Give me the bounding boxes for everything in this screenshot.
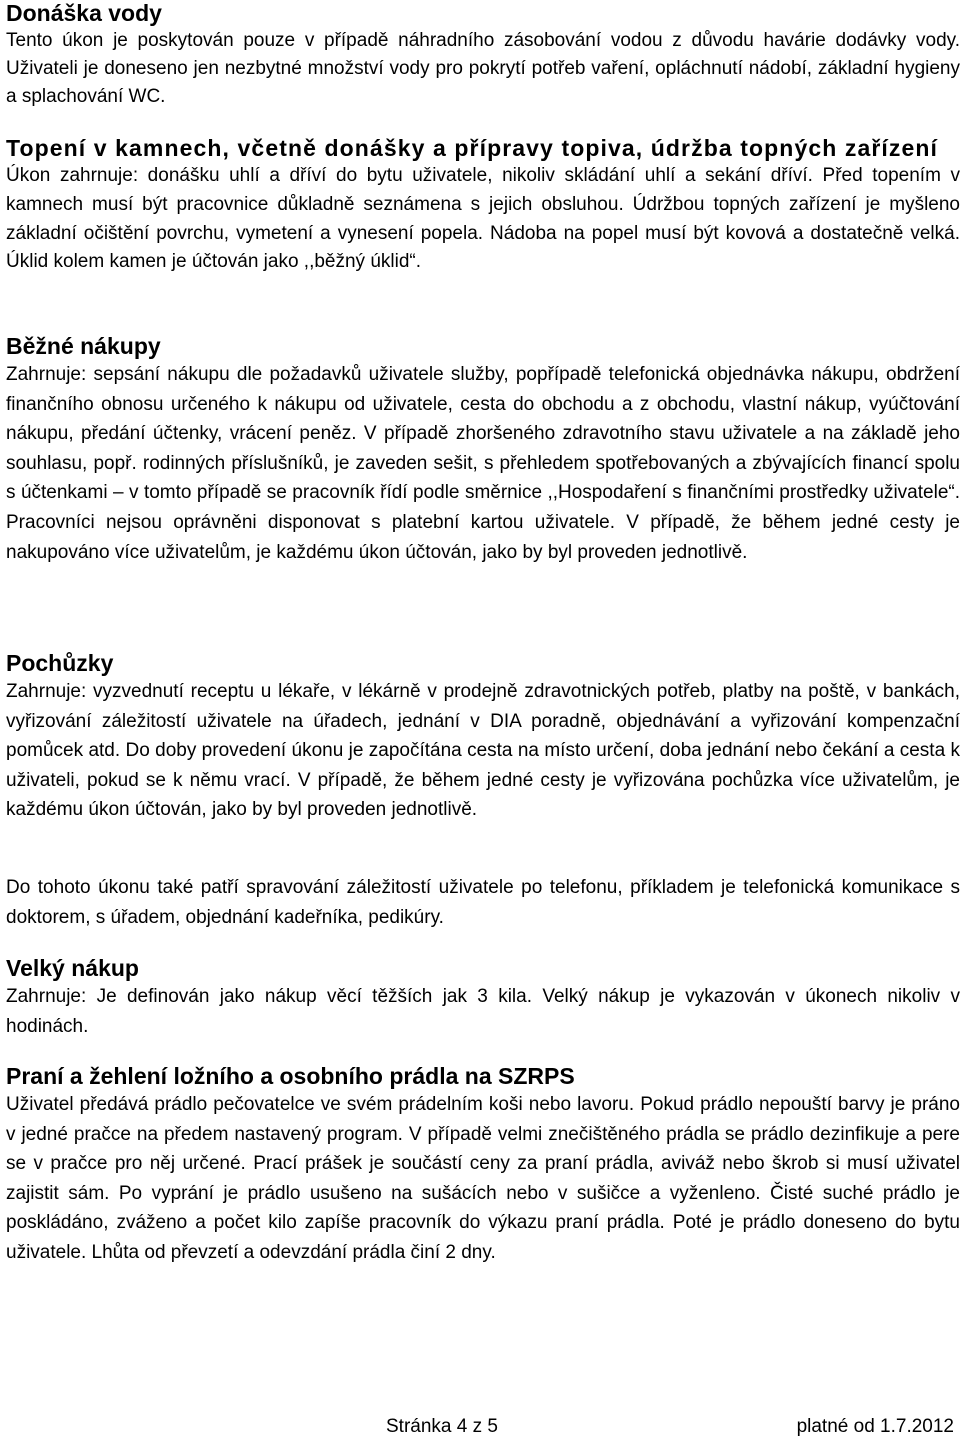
section-errands-continued	[6, 873, 960, 932]
section-paragraph: Úkon zahrnuje: donášku uhlí a dříví do bytu uživatele, nikoliv skládání uhlí a sekání dříví. Před topením v kamnech musí být pracovnice důkladně seznámena s jejich obsluhou. Údržbou topných zařízení je myšleno základní očištění povrchu, vymetení a vynesení popela. Nádoba na popel musí být kovová a dostatečně velká. Úklid kolem kamen je účtován jako ,,běžný úklid“.	[6, 165, 960, 273]
section-paragraph: Do tohoto úkonu také patří spravování záležitostí uživatele po telefonu, příkladem je telefonická komunikace s doktorem, s úřadem, objednání kadeřníka, pedikúry.	[6, 877, 960, 928]
section-water-delivery	[6, 0, 960, 111]
section-heading: Praní a žehlení ložního a osobního prádla na SZRPS	[6, 1063, 575, 1089]
section-heading: Pochůzky	[6, 650, 114, 676]
section-paragraph: Tento úkon je poskytován pouze v případě náhradního zásobování vodou z důvodu havárie dodávky vody. Uživateli je doneseno jen nezbytné množství vody pro pokrytí potřeb vaření, opláchnutí nádobí, základní hygieny a splachování WC.	[6, 30, 960, 107]
section-paragraph: Zahrnuje: sepsání nákupu dle požadavků uživatele služby, popřípadě telefonická objednávka nákupu, obdržení finančního obnosu určeného k nákupu od uživatele, cesta do obchodu a z obchodu, vlastní nákup, vyúčtování nákupu, předání účtenky, vrácení peněz. V případě zhoršeného zdravotního stavu uživatele a na základě jeho souhlasu, popř. rodinných příslušníků, je zaveden sešit, s přehledem spotřebovaných a zbývajících financí spolu s účtenkami – v tomto případě se pracovník řídí podle směrnice ,,Hospodaření s finančními prostředky uživatele“. Pracovníci nejsou oprávněni disponovat s platební kartou uživatele. V případě, že během jedné cesty je nakupováno více uživatelům, je každému úkon účtován, jako by byl proveden jednotlivě.	[6, 364, 960, 563]
section-heading: Donáška vody	[6, 0, 162, 26]
valid-from-date: platné od 1.7.2012	[796, 1416, 954, 1437]
section-errands	[6, 650, 960, 825]
section-paragraph: Zahrnuje: vyzvednutí receptu u lékaře, v lékárně v prodejně zdravotnických potřeb, platby na poště, v bankách, vyřizování záležitostí uživatele na úřadech, jednání v DIA poradně, objednávání a vyřizování kompenzační pomůcek atd. Do doby provedení úkonu je započítána cesta na místo určení, doba jednání nebo čekání a cesta k uživateli, pokud se k němu vrací. V případě, že během jedné cesty je vyřizována pochůzka více uživatelům, je každému úkon účtován, jako by byl proveden jednotlivě.	[6, 681, 960, 821]
page-number: Stránka 4 z 5	[386, 1416, 498, 1437]
section-large-shopping	[6, 955, 960, 1041]
section-heating	[6, 134, 960, 277]
section-paragraph: Uživatel předává prádlo pečovatelce ve svém prádelním koši nebo lavoru. Pokud prádlo nepouští barvy je práno v jedné pračce na předem nastavený program. V případě velmi znečištěného prádla se prádlo dezinfikuje a pere se v pračce pro něj určené. Prací prášek je součástí ceny za praní prádla, aviváž nebo škrob si musí uživatel zajistit sám. Po vyprání je prádlo usušeno na sušácích nebo v sušičce a vyženleno. Čisté suché prádlo je poskládáno, zváženo a počet kilo zapíše pracovník do výkazu praní prádla. Poté je prádlo doneseno do bytu uživatele. Lhůta od převzetí a odevzdání prádla činí 2 dny.	[6, 1094, 960, 1263]
page-footer	[6, 1416, 960, 1440]
section-heading: Velký nákup	[6, 955, 139, 981]
section-paragraph: Zahrnuje: Je definován jako nákup věcí těžších jak 3 kila. Velký nákup je vykazován v úkonech nikoliv v hodinách.	[6, 986, 960, 1037]
section-heading: Běžné nákupy	[6, 333, 161, 359]
section-regular-shopping	[6, 333, 960, 567]
section-heading: Topení v kamnech, včetně donášky a přípravy topiva, údržba topných zařízení	[6, 135, 939, 161]
section-laundry	[6, 1063, 960, 1268]
